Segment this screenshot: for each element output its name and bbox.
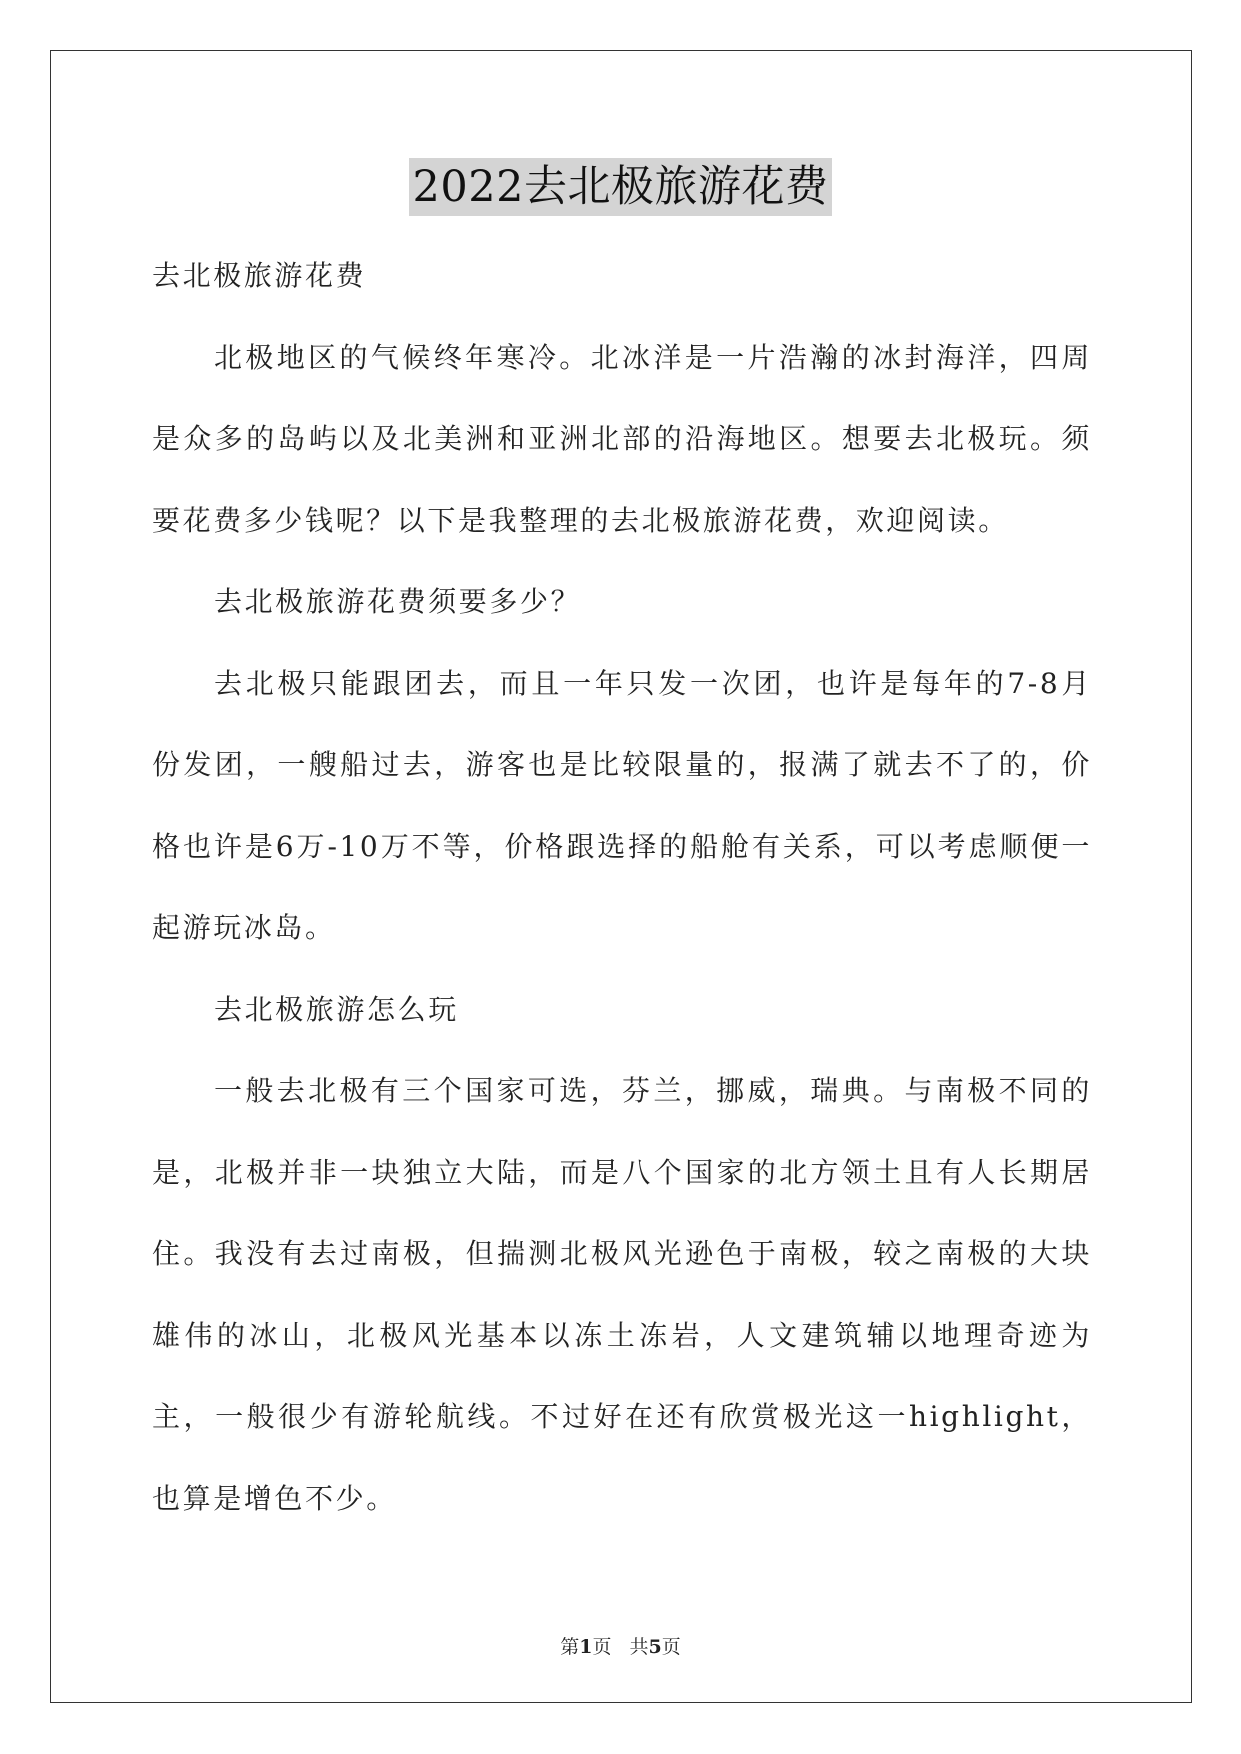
page-suffix: 页 <box>592 1636 612 1658</box>
paragraph-heading-cost: 去北极旅游花费须要多少？ <box>214 585 582 618</box>
page-footer <box>0 1632 1241 1659</box>
page-prefix: 第 <box>560 1636 580 1658</box>
total-prefix: 共 <box>629 1636 649 1658</box>
paragraph-howto: 一般去北极有三个国家可选，芬兰，挪威，瑞典。与南极不同的是，北极并非一块独立大陆，而是八个国家的北方领土且有人长期居住。我没有去过南极，但揣测北极风光逊色于南极，较之南极的大块雄伟的冰山，北极风光基本以冻土冻岩，人文建筑辅以地理奇迹为主，一般很少有游轮航线。不过好在还有欣赏极光这一highlight，也算是增色不少。 <box>152 1074 1092 1515</box>
document-title: 2022去北极旅游花费 <box>409 158 833 216</box>
total-suffix: 页 <box>661 1636 681 1658</box>
current-page-number: 1 <box>579 1636 593 1658</box>
paragraph-cost: 去北极只能跟团去，而且一年只发一次团，也许是每年的7-8月份发团，一艘船过去，游客也是比较限量的，报满了就去不了的，价格也许是6万-10万不等，价格跟选择的船舱有关系，可以考虑顺便一起游玩冰岛。 <box>152 666 1092 944</box>
document-body <box>152 235 1092 1539</box>
total-pages-number: 5 <box>648 1636 662 1658</box>
paragraph-heading-howto: 去北极旅游怎么玩 <box>214 992 459 1026</box>
title-container <box>0 158 1241 216</box>
paragraph-subtitle: 去北极旅游花费 <box>152 259 367 292</box>
paragraph-intro: 北极地区的气候终年寒冷。北冰洋是一片浩瀚的冰封海洋，四周是众多的岛屿以及北美洲和亚洲北部的沿海地区。想要去北极玩。须要花费多少钱呢？以下是我整理的去北极旅游花费，欢迎阅读。 <box>152 340 1092 537</box>
